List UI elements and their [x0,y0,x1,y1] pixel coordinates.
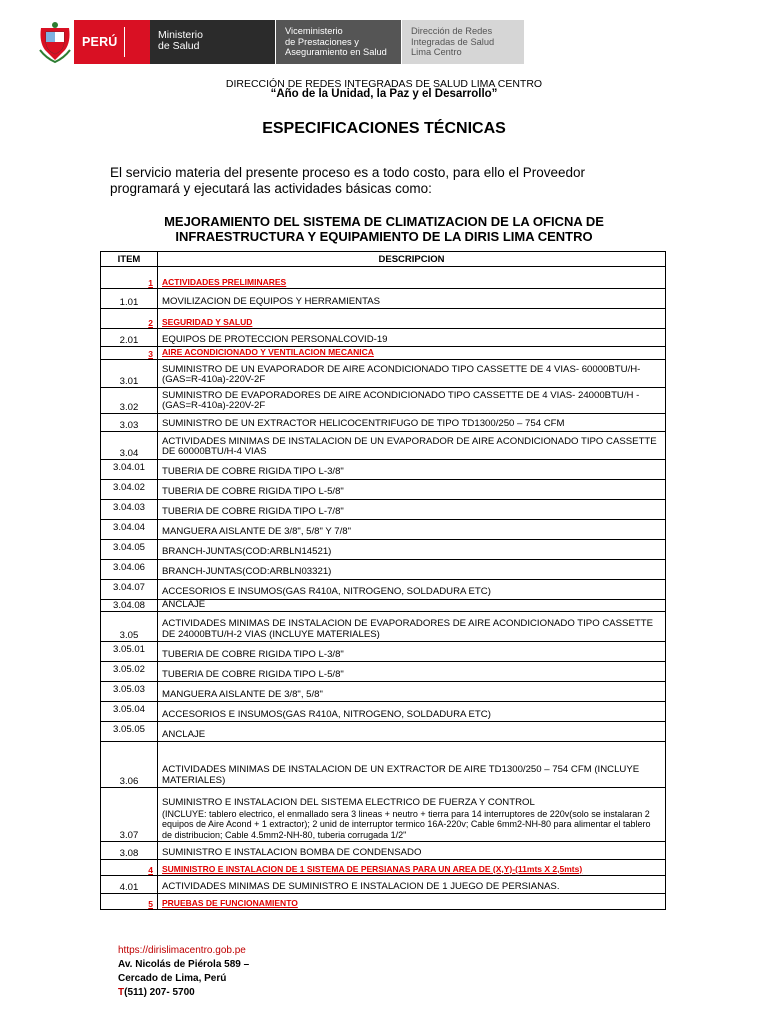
row-description [158,894,666,910]
table-row [101,387,666,413]
row-description-text: MOVILIZACION DE EQUIPOS Y HERRAMIENTAS [162,295,381,307]
table-row [101,742,666,788]
row-item: 3.05.03 [101,682,158,702]
ministry-block [150,20,275,64]
row-item: 3.06 [101,742,158,788]
table-row [101,682,666,702]
row-description [158,479,666,499]
row-item: 3.04 [101,431,158,459]
table-row [101,459,666,479]
row-item: 4 [101,860,158,876]
row-description-text: SUMINISTRO DE UN EXTRACTOR HELICOCENTRIFUGO DE TIPO TD1300/250 – 754 CFM [162,418,565,429]
row-description [158,722,666,742]
intro-paragraph: El servicio materia del presente proceso es a todo costo, para ello el Proveedor programará y ejecutará las actividades básicas como: [110,165,586,196]
row-item: 3.05.04 [101,702,158,722]
row-item: 1 [101,267,158,289]
direction-block [402,20,524,64]
row-description-text: TUBERIA DE COBRE RIGIDA TIPO L-7/8" [162,506,344,517]
row-description-detail: (INCLUYE: tablero electrico, el enmallado sera 3 lineas + neutro + tierra para 14 interruptores de 220v(solo se instalaran 2 equipos de Aire Acond + 1 extractor); 2 unid de interruptor termico 16A-220v; Cable 6mm2-NH-80 para alimentar el tablero de distribucion; Cable 4.5mm2-NH-80, tuberia corrugada 1/2" [162,808,651,840]
row-description [158,702,666,722]
dir-line1: Dirección de Redes [411,26,493,36]
row-item: 3.04.05 [101,539,158,559]
row-description [158,267,666,289]
row-item: 1.01 [101,289,158,309]
row-description-text: ACTIVIDADES MINIMAS DE SUMINISTRO E INSTALACION DE 1 JUEGO DE PERSIANAS. [162,880,560,892]
table-row [101,539,666,559]
table-row [101,431,666,459]
row-description [158,662,666,682]
row-description [158,459,666,479]
row-item: 3.05 [101,612,158,642]
table-row [101,479,666,499]
row-description-text: SEGURIDAD Y SALUD [162,316,253,327]
row-description [158,431,666,459]
table-row [101,559,666,579]
table-row [101,329,666,347]
row-description [158,519,666,539]
specs-table [100,251,666,910]
row-item: 3.05.01 [101,642,158,662]
header-logos [38,20,524,64]
row-description-text: MANGUERA AISLANTE DE 3/8", 5/8" Y 7/8" [162,526,352,537]
row-description-text: ANCLAJE [162,728,206,740]
row-item: 3.04.01 [101,459,158,479]
row-description-text: SUMINISTRO E INSTALACION BOMBA DE CONDENSADO [162,846,422,858]
row-item: 3.02 [101,387,158,413]
row-description [158,579,666,599]
org-name: DIRECCIÓN DE REDES INTEGRADAS DE SALUD LIMA CENTRO [225,78,543,90]
row-description-text: TUBERIA DE COBRE RIGIDA TIPO L-5/8" [162,486,344,497]
table-row [101,842,666,860]
table-row [101,662,666,682]
vice-line2: de Prestaciones y [285,36,359,47]
page-title: ESPECIFICACIONES TÉCNICAS [262,120,506,137]
table-row [101,612,666,642]
row-item: 3.04.06 [101,559,158,579]
row-item: 3.07 [101,788,158,842]
row-description [158,329,666,347]
header-description: DESCRIPCION [158,252,666,267]
row-item: 3.04.04 [101,519,158,539]
ministry-line2: de Salud [158,40,200,52]
row-description-text: BRANCH-JUNTAS(COD:ARBLN14521) [162,546,332,557]
row-item: 2.01 [101,329,158,347]
row-description-text: SUMINISTRO E INSTALACION DE 1 SISTEMA DE PERSIANAS PARA UN AREA DE (X,Y)-(11mts X 2,5mts) [162,863,583,874]
project-title [120,214,648,244]
row-description-text: ANCLAJE [162,599,206,610]
motto: “Año de la Unidad, la Paz y el Desarrollo” [270,88,498,100]
row-description [158,842,666,860]
row-description-text: TUBERIA DE COBRE RIGIDA TIPO L-5/8" [162,668,344,680]
row-description-text: PRUEBAS DE FUNCIONAMIENTO [162,897,298,908]
footer-url[interactable]: https://dirislimacentro.gob.pe [118,945,246,956]
row-item: 3.08 [101,842,158,860]
footer [118,944,249,1000]
table-row [101,289,666,309]
row-description-text: SUMINISTRO DE EVAPORADORES DE AIRE ACONDICIONADO TIPO CASSETTE DE 4 VIAS- 24000BTU/H -(GAS=R-410a)-220V-2F [162,389,640,411]
project-title-line1: MEJORAMIENTO DEL SISTEMA DE CLIMATIZACION DE LA OFICNA DE [164,214,604,229]
table-row [101,599,666,612]
table-row [101,519,666,539]
row-item: 3.05.05 [101,722,158,742]
row-description [158,499,666,519]
row-description [158,876,666,894]
row-description [158,642,666,662]
row-description-text: ACTIVIDADES MINIMAS DE INSTALACION DE UN EVAPORADOR DE AIRE ACONDICIONADO TIPO CASSETTE DE 60000BTU/H-4 VIAS [162,435,657,457]
row-description-text: SUMINISTRO DE UN EVAPORADOR DE AIRE ACONDICIONADO TIPO CASSETTE DE 4 VIAS- 60000BTU/H-(GAS=R-410a)-220V-2F [162,363,641,385]
row-description [158,860,666,876]
peru-label: PERÚ [82,35,118,49]
row-description [158,559,666,579]
national-seal-icon [38,20,72,64]
phone-prefix: T [118,987,125,998]
row-description-text: AIRE ACONDICIONADO Y VENTILACION MECANICA [162,347,374,357]
table-row [101,642,666,662]
row-description [158,612,666,642]
viceministry-block [276,20,401,64]
row-description-text: SUMINISTRO E INSTALACION DEL SISTEMA ELECTRICO DE FUERZA Y CONTROL [162,797,535,808]
table-row [101,413,666,431]
row-description-text: ACTIVIDADES PRELIMINARES [162,276,287,287]
row-item: 3 [101,347,158,360]
row-description [158,289,666,309]
row-description-text: ACTIVIDADES MINIMAS DE INSTALACION DE EVAPORADORES DE AIRE ACONDICIONADO TIPO CASSETTE DE 24000BTU/H-2 VIAS (INCLUYE MATERIALES) [162,618,653,640]
row-description-text: ACCESORIOS E INSUMOS(GAS R410A, NITROGENO, SOLDADURA ETC) [162,586,491,597]
section-row [101,347,666,360]
section-row [101,894,666,910]
row-description [158,539,666,559]
footer-address1: Av. Nicolás de Piérola 589 – [118,959,250,970]
table-body [101,267,666,910]
table-row [101,702,666,722]
row-description [158,413,666,431]
footer-phone [118,986,249,1000]
table-row [101,499,666,519]
row-description [158,347,666,360]
row-description [158,682,666,702]
vice-line3: Aseguramiento en Salud [285,47,387,57]
row-item: 3.04.07 [101,579,158,599]
section-row [101,860,666,876]
row-item: 3.03 [101,413,158,431]
row-description-text: TUBERIA DE COBRE RIGIDA TIPO L-3/8" [162,466,344,477]
section-row [101,309,666,329]
row-item: 3.04.08 [101,599,158,612]
table-row [101,788,666,842]
row-item: 3.04.03 [101,499,158,519]
dir-line2: Integradas de Salud [411,36,495,47]
row-description [158,309,666,329]
row-description-text: TUBERIA DE COBRE RIGIDA TIPO L-3/8" [162,648,344,660]
phone-number: (511) 207- 5700 [124,987,195,998]
table-row [101,722,666,742]
row-description-text: MANGUERA AISLANTE DE 3/8", 5/8" [162,688,323,700]
row-item: 3.01 [101,359,158,387]
table-row [101,876,666,894]
row-item: 5 [101,894,158,910]
row-description [158,599,666,612]
vice-line1: Viceministerio [285,26,343,36]
ministry-line1: Ministerio [158,29,203,41]
row-description [158,788,666,842]
footer-address2: Cercado de Lima, Perú [118,973,227,984]
table-row [101,359,666,387]
section-row [101,267,666,289]
row-item: 4.01 [101,876,158,894]
row-description [158,359,666,387]
project-title-line2: INFRAESTRUCTURA Y EQUIPAMIENTO DE LA DIRIS LIMA CENTRO [175,229,593,244]
row-description [158,387,666,413]
row-description-text: EQUIPOS DE PROTECCION PERSONALCOVID-19 [162,333,388,345]
row-description [158,742,666,788]
table-row [101,579,666,599]
peru-brand [74,20,150,64]
row-item: 2 [101,309,158,329]
row-description-text: BRANCH-JUNTAS(COD:ARBLN03321) [162,566,332,577]
row-description-text: ACCESORIOS E INSUMOS(GAS R410A, NITROGENO, SOLDADURA ETC) [162,708,491,720]
row-description-text: ACTIVIDADES MINIMAS DE INSTALACION DE UN EXTRACTOR DE AIRE TD1300/250 – 754 CFM (INCLUYE MATERIALES) [162,764,640,786]
dir-line3: Lima Centro [411,47,462,57]
header-item: ITEM [101,252,158,267]
row-item: 3.05.02 [101,662,158,682]
table-header-row [101,252,666,267]
row-item: 3.04.02 [101,479,158,499]
